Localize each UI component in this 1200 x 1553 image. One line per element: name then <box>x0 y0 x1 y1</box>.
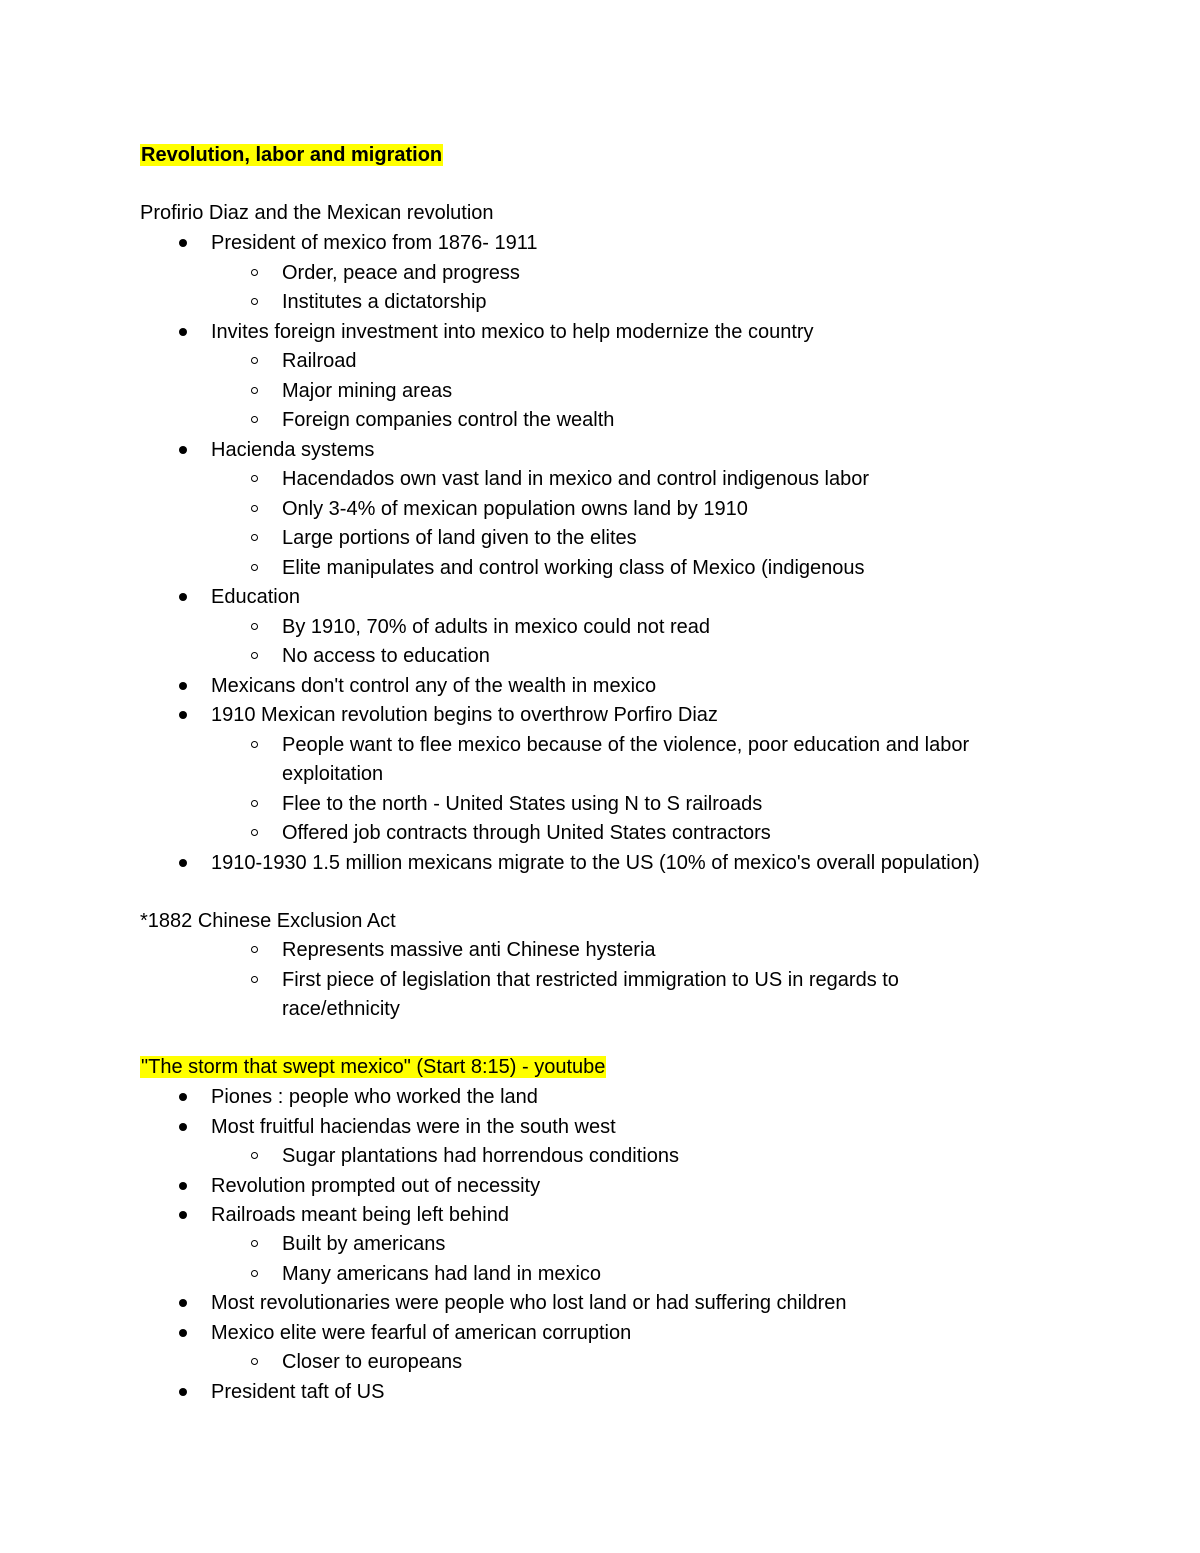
section-heading-chinese-exclusion: *1882 Chinese Exclusion Act <box>140 910 396 932</box>
list-item: Revolution prompted out of necessity <box>211 1175 541 1197</box>
sub-bullet-icon <box>251 1358 258 1365</box>
list-item: 1910-1930 1.5 million mexicans migrate to the US (10% of mexico's overall population) <box>211 852 980 874</box>
list-item: Most fruitful haciendas were in the south west <box>211 1116 616 1138</box>
sub-bullet-icon <box>251 534 258 541</box>
section-heading-storm: "The storm that swept mexico" (Start 8:15) - youtube <box>141 1056 606 1078</box>
sub-list-item: Flee to the north - United States using N to S railroads <box>282 793 763 815</box>
sub-bullet-icon <box>251 387 258 394</box>
sub-bullet-icon <box>251 976 258 983</box>
list-item: Most revolutionaries were people who lost land or had suffering children <box>211 1292 847 1314</box>
sub-list-item: Railroad <box>282 350 357 372</box>
sub-list-item: Represents massive anti Chinese hysteria <box>282 939 656 961</box>
list-item: Mexicans don't control any of the wealth in mexico <box>211 675 657 697</box>
sub-list-item: Built by americans <box>282 1233 446 1255</box>
list-item: Mexico elite were fearful of american corruption <box>211 1322 632 1344</box>
bullet-icon <box>179 593 187 601</box>
sub-bullet-icon <box>251 505 258 512</box>
sub-list-item: Sugar plantations had horrendous conditions <box>282 1145 679 1167</box>
sub-list-item: Major mining areas <box>282 380 453 402</box>
sub-bullet-icon <box>251 1152 258 1159</box>
list-item: 1910 Mexican revolution begins to overthrow Porfiro Diaz <box>211 704 718 726</box>
bullet-icon <box>179 1182 187 1190</box>
list-item: Railroads meant being left behind <box>211 1204 509 1226</box>
bullet-icon <box>179 1123 187 1131</box>
bullet-icon <box>179 711 187 719</box>
sub-bullet-icon <box>251 1270 258 1277</box>
sub-list-item-line-2: exploitation <box>282 763 384 785</box>
bullet-icon <box>179 859 187 867</box>
sub-list-item: Only 3-4% of mexican population owns land by 1910 <box>282 498 748 520</box>
sub-bullet-icon <box>251 357 258 364</box>
sub-list-item-line-1: First piece of legislation that restricted immigration to US in regards to <box>282 969 899 991</box>
bullet-icon <box>179 1093 187 1101</box>
sub-list-item: Closer to europeans <box>282 1351 463 1373</box>
sub-bullet-icon <box>251 564 258 571</box>
sub-list-item: Hacendados own vast land in mexico and control indigenous labor <box>282 468 870 490</box>
bullet-icon <box>179 239 187 247</box>
bullet-icon <box>179 682 187 690</box>
sub-list-item-line-2: race/ethnicity <box>282 998 400 1020</box>
sub-bullet-icon <box>251 829 258 836</box>
bullet-icon <box>179 1299 187 1307</box>
list-item: Education <box>211 586 300 608</box>
sub-list-item: Foreign companies control the wealth <box>282 409 615 431</box>
sub-list-item: No access to education <box>282 645 490 667</box>
bullet-icon <box>179 1388 187 1396</box>
sub-list-item: Offered job contracts through United States contractors <box>282 822 771 844</box>
sub-bullet-icon <box>251 475 258 482</box>
sub-bullet-icon <box>251 652 258 659</box>
section-heading-diaz: Profirio Diaz and the Mexican revolution <box>140 202 494 224</box>
sub-bullet-icon <box>251 416 258 423</box>
sub-list-item: Order, peace and progress <box>282 262 520 284</box>
sub-bullet-icon <box>251 1240 258 1247</box>
page-title: Revolution, labor and migration <box>141 144 443 166</box>
sub-list-item: Institutes a dictatorship <box>282 291 487 313</box>
bullet-icon <box>179 328 187 336</box>
list-item: President of mexico from 1876- 1911 <box>211 232 538 254</box>
sub-list-item: Elite manipulates and control working class of Mexico (indigenous <box>282 557 865 579</box>
sub-bullet-icon <box>251 623 258 630</box>
list-item: Piones : people who worked the land <box>211 1086 538 1108</box>
sub-bullet-icon <box>251 298 258 305</box>
sub-list-item: Large portions of land given to the elites <box>282 527 637 549</box>
bullet-icon <box>179 1329 187 1337</box>
bullet-icon <box>179 446 187 454</box>
list-item: Hacienda systems <box>211 439 375 461</box>
sub-bullet-icon <box>251 741 258 748</box>
list-item: President taft of US <box>211 1381 385 1403</box>
sub-bullet-icon <box>251 269 258 276</box>
sub-list-item: By 1910, 70% of adults in mexico could not read <box>282 616 711 638</box>
bullet-icon <box>179 1211 187 1219</box>
sub-list-item-line-1: People want to flee mexico because of the violence, poor education and labor <box>282 734 970 756</box>
sub-bullet-icon <box>251 946 258 953</box>
sub-list-item: Many americans had land in mexico <box>282 1263 602 1285</box>
sub-bullet-icon <box>251 800 258 807</box>
list-item: Invites foreign investment into mexico to help modernize the country <box>211 321 814 343</box>
